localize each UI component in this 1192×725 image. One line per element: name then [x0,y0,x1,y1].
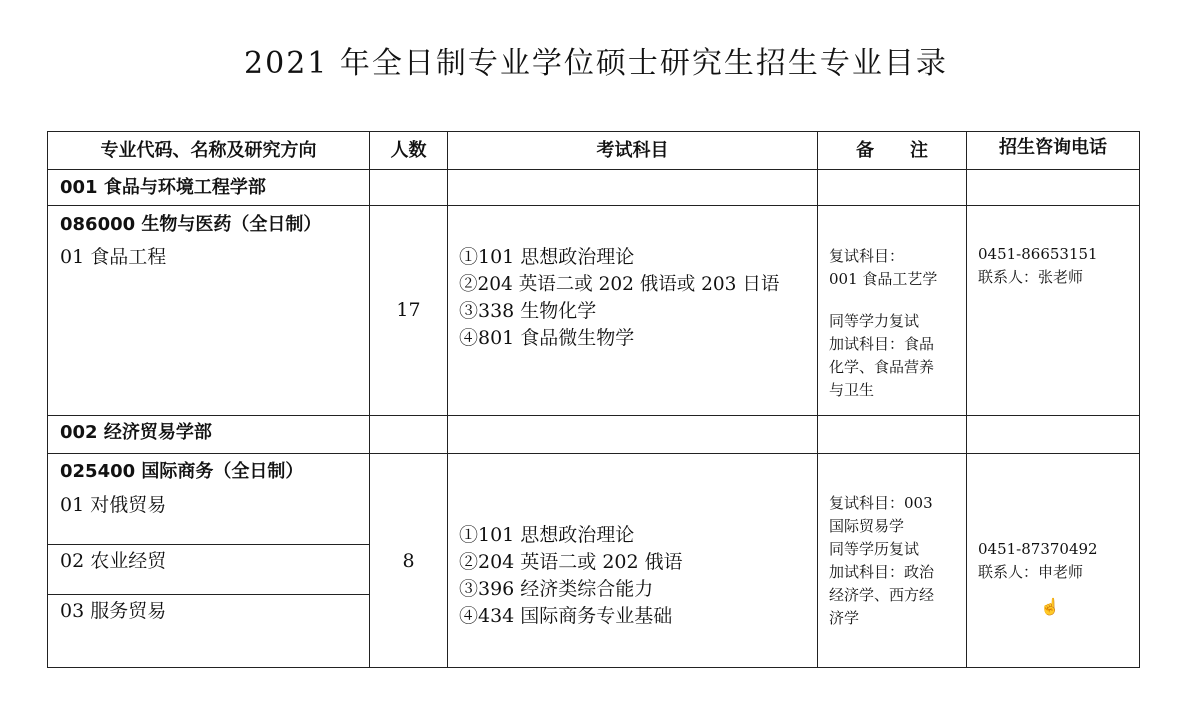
enrollment-count: 17 [396,299,421,321]
department-name: 002 经济贸易学部 [60,422,212,443]
column-divider [447,131,448,668]
remark-line: 复试科目：003 [829,494,933,512]
header-count: 人数 [390,140,427,161]
research-direction: 03 服务贸易 [60,600,167,622]
phone-number: 0451-86653151 [978,245,1098,263]
remarks [829,245,937,291]
department-name: 001 食品与环境工程学部 [60,177,266,198]
contact-person: 联系人：申老师 [978,563,1084,581]
exam-subject: ④801 食品微生物学 [459,327,635,349]
research-direction: 02 农业经贸 [60,550,167,572]
remark-line: 001 食品工艺学 [829,270,938,288]
remark-line: 国际贸易学 [829,517,905,535]
exam-subject: ③338 生物化学 [459,300,597,322]
header-remarks: 备 注 [856,140,928,161]
contact-person: 联系人：张老师 [978,268,1084,286]
header-major: 专业代码、名称及研究方向 [100,140,317,161]
header-phone: 招生咨询电话 [999,137,1107,158]
exam-subject: ①101 思想政治理论 [459,246,635,268]
direction-divider [47,594,369,595]
major-name: 086000 生物与医药（全日制） [60,214,322,235]
table-border-right [1139,131,1140,668]
remark-line: 同等学力复试 [829,312,920,330]
row-divider [47,205,1140,206]
direction-divider [47,544,369,545]
column-divider [369,131,370,668]
research-direction: 01 对俄贸易 [60,494,167,516]
exam-subject: ②204 英语二或 202 俄语 [459,551,683,573]
table-border-left [47,131,48,668]
exam-subjects [459,244,779,352]
page-title: 2021 年全日制专业学位硕士研究生招生专业目录 [244,46,948,81]
hand-cursor-icon: ☝ [1040,597,1060,616]
header-divider [47,169,1140,170]
exam-subjects [459,522,683,630]
exam-subject: ④434 国际商务专业基础 [459,605,673,627]
remark-line: 化学、食品营养 [829,358,935,376]
remarks [829,310,934,402]
major-name: 025400 国际商务（全日制） [60,461,304,482]
row-divider [47,415,1140,416]
remark-line: 加试科目：政治 [829,563,935,581]
remark-line: 同等学历复试 [829,540,920,558]
exam-subject: ②204 英语二或 202 俄语或 203 日语 [459,274,780,295]
exam-subject: ①101 思想政治理论 [459,524,635,546]
enrollment-count: 8 [402,550,415,572]
phone-number: 0451-87370492 [978,540,1098,558]
header-subjects: 考试科目 [596,140,669,161]
remark-line: 加试科目：食品 [829,335,935,353]
table-border-top [47,131,1140,132]
column-divider [966,131,967,668]
row-divider [47,453,1140,454]
exam-subject: ③396 经济类综合能力 [459,578,654,600]
research-direction: 01 食品工程 [60,246,167,268]
remark-line: 济学 [829,609,860,627]
column-divider [817,131,818,668]
remarks [829,492,934,630]
remark-line: 复试科目： [829,247,905,265]
remark-line: 经济学、西方经 [829,586,935,604]
table-border-bottom [47,667,1140,668]
remark-line: 与卫生 [829,381,875,399]
